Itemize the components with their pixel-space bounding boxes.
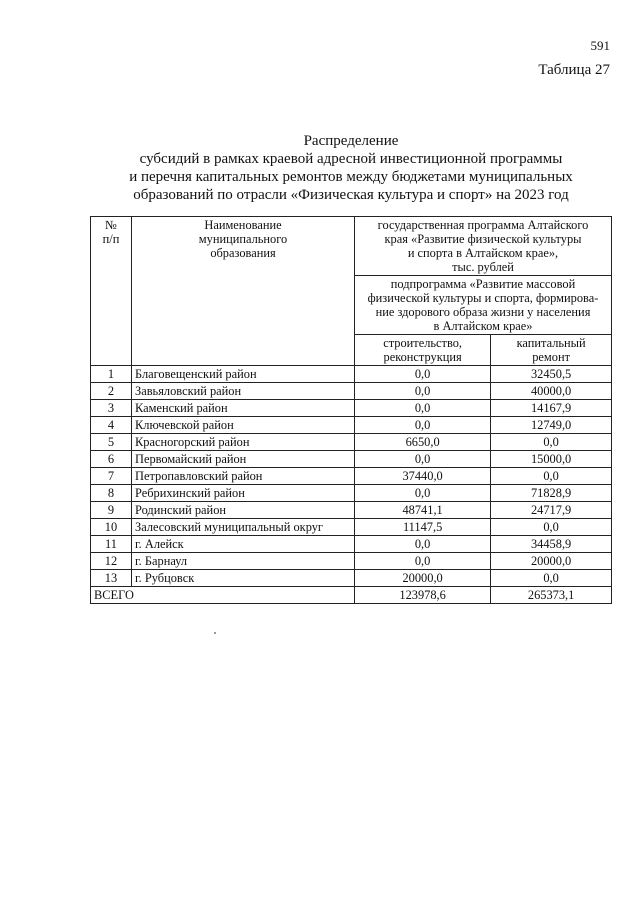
header-text: края «Развитие физической культуры xyxy=(384,232,582,246)
header-text: образования xyxy=(210,246,276,260)
document-title xyxy=(90,132,612,204)
construction-value: 37440,0 xyxy=(355,468,491,485)
municipality-name: г. Рубцовск xyxy=(132,570,355,587)
row-number: 6 xyxy=(91,451,132,468)
municipality-name: Залесовский муниципальный округ xyxy=(132,519,355,536)
row-number: 8 xyxy=(91,485,132,502)
page-number: 591 xyxy=(590,38,610,53)
municipality-name: г. Барнаул xyxy=(132,553,355,570)
construction-value: 20000,0 xyxy=(355,570,491,587)
header-text: п/п xyxy=(102,232,120,246)
header-text: строительство, xyxy=(383,336,463,350)
total-repair: 265373,1 xyxy=(491,587,612,604)
repair-value: 40000,0 xyxy=(491,383,612,400)
header-program xyxy=(355,217,612,276)
header-text: физической культуры и спорта, формирова- xyxy=(367,291,599,305)
subsidy-distribution-table xyxy=(90,216,612,604)
repair-value: 0,0 xyxy=(491,519,612,536)
municipality-name: Каменский район xyxy=(132,400,355,417)
header-text: № xyxy=(105,218,117,232)
table-row xyxy=(91,417,612,434)
table-row xyxy=(91,400,612,417)
header-row-number xyxy=(91,217,132,366)
total-label: ВСЕГО xyxy=(91,587,355,604)
table-row xyxy=(91,536,612,553)
construction-value: 0,0 xyxy=(355,451,491,468)
scan-speck xyxy=(214,632,216,634)
header-text: ние здорового образа жизни у населения xyxy=(375,305,591,319)
construction-value: 11147,5 xyxy=(355,519,491,536)
header-text: реконструкция xyxy=(383,350,462,364)
table-row xyxy=(91,485,612,502)
repair-value: 0,0 xyxy=(491,434,612,451)
repair-value: 71828,9 xyxy=(491,485,612,502)
municipality-name: Ребрихинский район xyxy=(132,485,355,502)
construction-value: 0,0 xyxy=(355,366,491,383)
title-line: субсидий в рамках краевой адресной инвестиционной программы xyxy=(139,151,563,167)
row-number: 11 xyxy=(91,536,132,553)
header-subprogram xyxy=(355,276,612,335)
table-row xyxy=(91,570,612,587)
municipality-name: Петропавловский район xyxy=(132,468,355,485)
table-row xyxy=(91,451,612,468)
table-row xyxy=(91,468,612,485)
construction-value: 0,0 xyxy=(355,485,491,502)
table-row xyxy=(91,553,612,570)
construction-value: 0,0 xyxy=(355,400,491,417)
title-line: Распределение xyxy=(303,133,399,149)
row-number: 5 xyxy=(91,434,132,451)
construction-value: 0,0 xyxy=(355,383,491,400)
row-number: 10 xyxy=(91,519,132,536)
total-construction: 123978,6 xyxy=(355,587,491,604)
construction-value: 0,0 xyxy=(355,417,491,434)
construction-value: 0,0 xyxy=(355,553,491,570)
header-text: в Алтайском крае» xyxy=(433,319,533,333)
repair-value: 20000,0 xyxy=(491,553,612,570)
municipality-name: Родинский район xyxy=(132,502,355,519)
header-text: Наименование xyxy=(204,218,282,232)
row-number: 1 xyxy=(91,366,132,383)
header-text: муниципального xyxy=(198,232,288,246)
repair-value: 32450,5 xyxy=(491,366,612,383)
repair-value: 0,0 xyxy=(491,570,612,587)
row-number: 12 xyxy=(91,553,132,570)
repair-value: 24717,9 xyxy=(491,502,612,519)
header-text: и спорта в Алтайском крае», xyxy=(407,246,559,260)
row-number: 13 xyxy=(91,570,132,587)
header-text: капитальный xyxy=(516,336,586,350)
total-row xyxy=(91,587,612,604)
repair-value: 15000,0 xyxy=(491,451,612,468)
row-number: 2 xyxy=(91,383,132,400)
table-label: Таблица 27 xyxy=(538,62,610,78)
municipality-name: Красногорский район xyxy=(132,434,355,451)
municipality-name: Первомайский район xyxy=(132,451,355,468)
row-number: 9 xyxy=(91,502,132,519)
repair-value: 12749,0 xyxy=(491,417,612,434)
construction-value: 6650,0 xyxy=(355,434,491,451)
construction-value: 0,0 xyxy=(355,536,491,553)
municipality-name: Благовещенский район xyxy=(132,366,355,383)
municipality-name: Ключевской район xyxy=(132,417,355,434)
header-construction xyxy=(355,335,491,366)
header-text: подпрограмма «Развитие массовой xyxy=(390,277,576,291)
row-number: 3 xyxy=(91,400,132,417)
table-row xyxy=(91,502,612,519)
row-number: 7 xyxy=(91,468,132,485)
header-capital-repair xyxy=(491,335,612,366)
title-line: образований по отрасли «Физическая культура и спорт» на 2023 год xyxy=(133,187,569,203)
municipality-name: Завьяловский район xyxy=(132,383,355,400)
table-row xyxy=(91,434,612,451)
header-text: тыс. рублей xyxy=(452,260,514,274)
title-line: и перечня капитальных ремонтов между бюджетами муниципальных xyxy=(129,169,573,185)
header-text: государственная программа Алтайского xyxy=(377,218,589,232)
repair-value: 0,0 xyxy=(491,468,612,485)
table-row xyxy=(91,519,612,536)
table-row xyxy=(91,383,612,400)
header-municipality xyxy=(132,217,355,366)
table-row xyxy=(91,366,612,383)
header-text: ремонт xyxy=(532,350,570,364)
municipality-name: г. Алейск xyxy=(132,536,355,553)
repair-value: 14167,9 xyxy=(491,400,612,417)
construction-value: 48741,1 xyxy=(355,502,491,519)
row-number: 4 xyxy=(91,417,132,434)
repair-value: 34458,9 xyxy=(491,536,612,553)
